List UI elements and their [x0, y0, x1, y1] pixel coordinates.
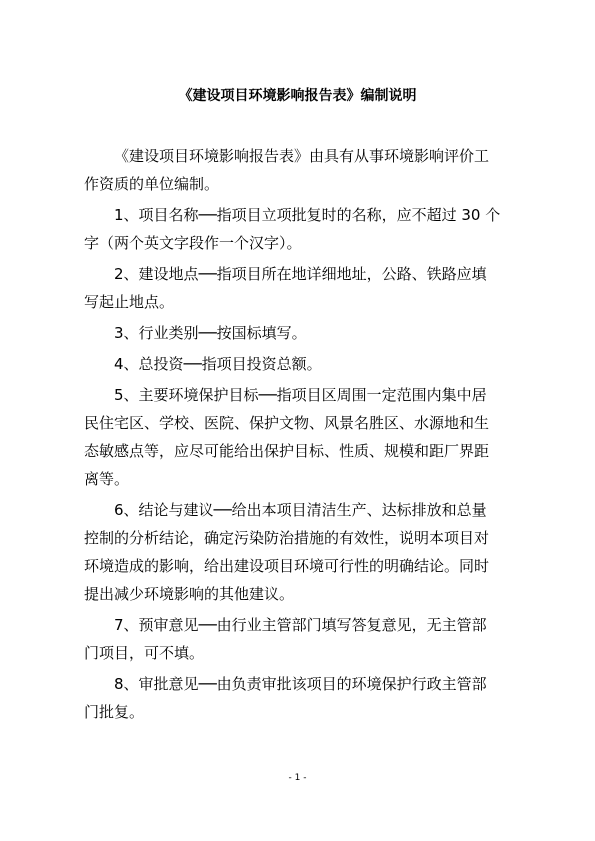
paragraph-pre-review — [84, 611, 516, 667]
page-number: - 1 - — [288, 773, 307, 783]
document-body — [84, 142, 516, 729]
paragraph-line: 5、主要环境保护目标──指项目区周围一定范围内集中居 — [114, 386, 487, 404]
paragraph-line: 1、项目名称──指项目立项批复时的名称，应不超过 30 个 — [114, 206, 501, 224]
paragraph-intro — [84, 142, 516, 198]
paragraph-line: 态敏感点等，应尽可能给出保护目标、性质、规模和距厂界距 — [84, 442, 490, 460]
paragraph-industry — [84, 319, 516, 347]
paragraph-approval — [84, 670, 516, 726]
paragraph-location — [84, 260, 516, 316]
paragraph-line: 提出减少环境影响的其他建议。 — [84, 585, 295, 603]
paragraph-line: 门批复。 — [84, 703, 145, 721]
paragraph-line: 离等。 — [84, 470, 130, 488]
paragraph-line: 写起止地点。 — [84, 293, 175, 311]
paragraph-line: 7、预审意见──由行业主管部门填写答复意见，无主管部 — [114, 616, 487, 634]
paragraph-investment — [84, 350, 516, 378]
paragraph-line: 6、结论与建议──给出本项目清洁生产、达标排放和总量 — [114, 501, 487, 519]
paragraph-project-name — [84, 201, 516, 257]
paragraph-line: 控制的分析结论，确定污染防治措施的有效性，说明本项目对 — [84, 529, 490, 547]
paragraph-line: 作资质的单位编制。 — [84, 175, 220, 193]
paragraph-protection-targets — [84, 381, 516, 493]
paragraph-line: 字（两个英文字段作一个汉字）。 — [84, 234, 302, 252]
paragraph-line: 4、总投资──指项目投资总额。 — [114, 355, 322, 373]
paragraph-line: 8、审批意见──由负责审批该项目的环境保护行政主管部 — [114, 675, 487, 693]
paragraph-conclusion — [84, 496, 516, 608]
paragraph-line: 民住宅区、学校、医院、保护文物、风景名胜区、水源地和生 — [84, 414, 490, 432]
paragraph-line: 环境造成的影响，给出建设项目环境可行性的明确结论。同时 — [84, 557, 490, 575]
paragraph-line: 《建设项目环境影响报告表》由具有从事环境影响评价工 — [114, 147, 490, 165]
paragraph-line: 3、行业类别──按国标填写。 — [114, 324, 307, 342]
paragraph-line: 2、建设地点──指项目所在地详细地址，公路、铁路应填 — [114, 265, 487, 283]
document-title: 《建设项目环境影响报告表》编制说明 — [178, 88, 417, 104]
paragraph-line: 门项目，可不填。 — [84, 644, 205, 662]
